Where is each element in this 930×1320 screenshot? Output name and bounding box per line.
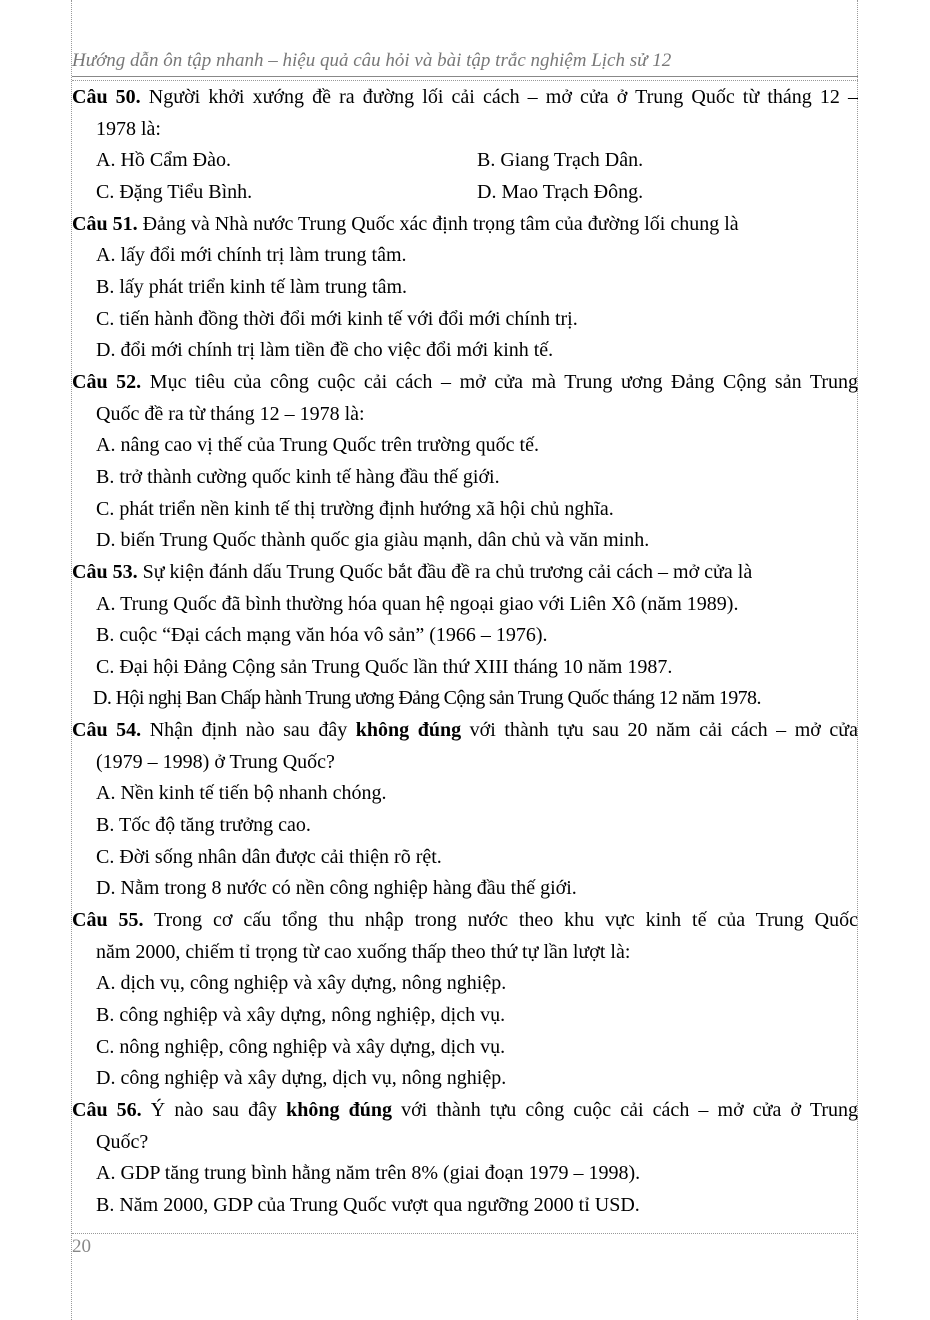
stem-text: Quốc? <box>96 1130 149 1153</box>
page-number: 20 <box>72 1236 91 1257</box>
question <box>72 367 858 557</box>
question-number: Câu 53. <box>72 560 138 583</box>
question-stem-line <box>72 1127 858 1159</box>
answer-option: C. tiến hành đồng thời đổi mới kinh tế với đổi mới chính trị. <box>96 307 578 330</box>
answer-option: B. Giang Trạch Dân. <box>477 149 644 172</box>
stem-text: với thành tựu sau 20 năm cải cách – mở cửa <box>461 719 858 742</box>
answer-option: B. công nghiệp và xây dựng, nông nghiệp, dịch vụ. <box>96 1004 506 1027</box>
question-number: Câu 56. <box>72 1099 142 1121</box>
question-number: Câu 54. <box>72 719 142 742</box>
answer-option: C. Đại hội Đảng Cộng sản Trung Quốc lần thứ XIII tháng 10 năm 1987. <box>96 655 673 678</box>
answer-option: D. Mao Trạch Đông. <box>477 180 644 203</box>
question <box>72 905 858 1095</box>
question-number: Câu 50. <box>72 86 141 108</box>
answer-option: D. đổi mới chính trị làm tiền đề cho việc đổi mới kinh tế. <box>96 339 554 362</box>
answer-option: B. lấy phát triển kinh tế làm trung tâm. <box>96 275 408 298</box>
stem-text: Quốc đề ra từ tháng 12 – 1978 là: <box>96 402 365 425</box>
question-number: Câu 52. <box>72 370 142 393</box>
stem-text: 1978 là: <box>96 117 161 140</box>
emphasis-text: không đúng <box>286 1099 392 1121</box>
answer-option: B. trở thành cường quốc kinh tế hàng đầu thế giới. <box>96 465 500 488</box>
question-stem-line <box>72 905 858 937</box>
question-stem-line <box>72 715 858 747</box>
option-row <box>72 145 858 177</box>
header-guide <box>72 80 858 81</box>
question-number: Câu 55. <box>72 909 144 932</box>
stem-text: (1979 – 1998) ở Trung Quốc? <box>96 750 335 773</box>
emphasis-text: không đúng <box>355 719 462 742</box>
question-list <box>72 82 858 1222</box>
answer-option: A. GDP tăng trung bình hằng năm trên 8% (giai đoạn 1979 – 1998). <box>96 1162 641 1185</box>
question-stem-line <box>72 1095 858 1127</box>
answer-option: A. Nền kinh tế tiến bộ nhanh chóng. <box>96 782 387 805</box>
stem-text: Đảng và Nhà nước Trung Quốc xác định trọng tâm của đường lối chung là <box>137 212 739 235</box>
answer-option: B. Tốc độ tăng trưởng cao. <box>96 814 311 837</box>
answer-option: C. nông nghiệp, công nghiệp và xây dựng, dịch vụ. <box>96 1035 506 1058</box>
question <box>72 82 858 209</box>
stem-text: Ý nào sau đây <box>141 1099 287 1121</box>
answer-option: C. phát triển nền kinh tế thị trường định hướng xã hội chủ nghĩa. <box>96 497 614 520</box>
question-stem-line <box>72 367 858 399</box>
question-number: Câu 51. <box>72 212 138 235</box>
stem-text: Nhận định nào sau đây <box>141 719 356 742</box>
question-stem-line <box>72 82 858 114</box>
answer-option: A. lấy đổi mới chính trị làm trung tâm. <box>96 244 407 267</box>
question <box>72 1095 858 1222</box>
answer-option: A. nâng cao vị thế của Trung Quốc trên trường quốc tế. <box>96 434 539 457</box>
option-row <box>72 177 858 209</box>
question <box>72 557 858 715</box>
question-stem-line <box>72 557 858 589</box>
answer-option: D. Hội nghị Ban Chấp hành Trung ương Đảng Cộng sản Trung Quốc tháng 12 năm 1978. <box>93 687 761 710</box>
answer-option: A. Trung Quốc đã bình thường hóa quan hệ ngoại giao với Liên Xô (năm 1989). <box>96 592 739 615</box>
stem-text: Mục tiêu của công cuộc cải cách – mở cửa mà Trung ương Đảng Cộng sản Trung <box>141 370 858 393</box>
footer-guide <box>72 1233 858 1234</box>
answer-option: B. cuộc “Đại cách mạng văn hóa vô sản” (1966 – 1976). <box>96 624 548 647</box>
question-stem-line <box>72 114 858 146</box>
answer-option: D. công nghiệp và xây dựng, dịch vụ, nông nghiệp. <box>96 1067 507 1090</box>
answer-option: B. Năm 2000, GDP của Trung Quốc vượt qua ngưỡng 2000 tỉ USD. <box>96 1193 640 1216</box>
stem-text: Trong cơ cấu tổng thu nhập trong nước theo khu vực kinh tế của Trung Quốc <box>143 909 858 932</box>
question <box>72 715 858 905</box>
stem-text: Sự kiện đánh dấu Trung Quốc bắt đầu đề ra chủ trương cải cách – mở cửa là <box>137 560 753 583</box>
question-stem-line <box>72 209 858 241</box>
answer-option: C. Đặng Tiểu Bình. <box>96 180 253 203</box>
answer-option: A. Hồ Cẩm Đào. <box>96 149 231 172</box>
question-stem-line <box>72 747 858 779</box>
answer-option: C. Đời sống nhân dân được cải thiện rõ rệt. <box>96 845 442 868</box>
answer-option: A. dịch vụ, công nghiệp và xây dựng, nông nghiệp. <box>96 972 507 995</box>
stem-text: với thành tựu công cuộc cải cách – mở cửa ở Trung <box>391 1099 858 1121</box>
running-header: Hướng dẫn ôn tập nhanh – hiệu quả câu hỏi và bài tập trắc nghiệm Lịch sử 12 <box>72 50 672 71</box>
stem-text: năm 2000, chiếm tỉ trọng từ cao xuống thấp theo thứ tự lần lượt là: <box>96 940 631 963</box>
answer-option: D. Nằm trong 8 nước có nền công nghiệp hàng đầu thế giới. <box>96 877 577 900</box>
stem-text: Người khởi xướng đề ra đường lối cải cách – mở cửa ở Trung Quốc từ tháng 12 – <box>140 86 858 108</box>
question <box>72 209 858 367</box>
question-stem-line <box>72 937 858 969</box>
question-stem-line <box>72 399 858 431</box>
answer-option: D. biến Trung Quốc thành quốc gia giàu mạnh, dân chủ và văn minh. <box>96 529 650 552</box>
header-rule <box>72 76 858 77</box>
